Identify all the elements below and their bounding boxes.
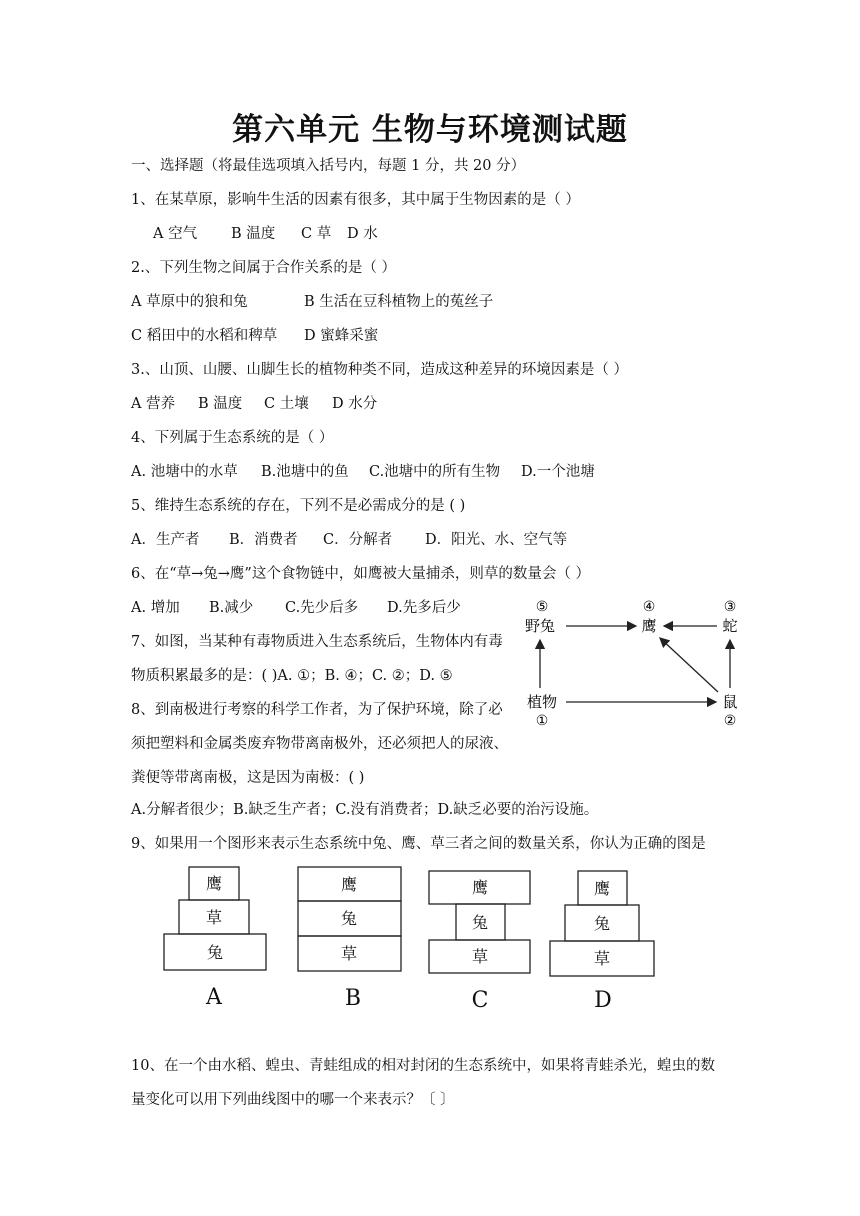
q3-option-c: C 土壤: [264, 396, 309, 412]
q2-option-d: D 蜜蜂采蜜: [304, 328, 379, 344]
q8-line4: A.分解者很少；B.缺乏生产者；C.没有消费者；D.缺乏必要的治污设施。: [131, 802, 599, 818]
pyramid-a-bottom-label: 兔: [206, 943, 224, 962]
pyramid-c-top-label: 鹰: [471, 878, 489, 897]
q4-options: [131, 462, 595, 482]
q5-option-c: C．分解者: [323, 532, 393, 548]
pyramid-d-top-label: 鹰: [593, 879, 611, 898]
q7-line1: 7、如图，当某种有毒物质进入生态系统后，生物体内有毒: [131, 634, 503, 650]
q6-option-c: C.先少后多: [285, 600, 359, 616]
q4-option-b: B.池塘中的鱼: [261, 464, 349, 480]
node-number-plant: ①: [535, 713, 549, 729]
node-eagle: 鹰: [641, 617, 657, 635]
node-snake: 蛇: [722, 617, 738, 635]
q8-line1: 8、到南极进行考察的科学工作者，为了保护环境，除了必: [131, 702, 503, 718]
pyramid-b-middle-label: 兔: [340, 909, 358, 928]
node-wild-rabbit: 野兔: [524, 617, 556, 635]
q6-options: [131, 598, 461, 618]
node-mouse: 鼠: [722, 693, 738, 711]
q10-line1: 10、在一个由水稻、蝗虫、青蛙组成的相对封闭的生态系统中，如果将青蛙杀光，蝗虫的数: [131, 1058, 715, 1074]
q7-line2: 物质积累最多的是：( )A. ①；B. ④；C. ②；D. ⑤: [131, 668, 453, 684]
section-heading: 一、选择题（将最佳选项填入括号内，每题 1 分，共 20 分）: [131, 158, 526, 174]
q1-options: [153, 224, 378, 244]
q1-option-c: C 草: [301, 226, 332, 242]
q3-option-a: A 营养: [131, 396, 176, 412]
q5-option-d: D．阳光、水、空气等: [425, 532, 568, 548]
q6-option-b: B.减少: [209, 600, 254, 616]
q4-option-a: A. 池塘中的水草: [131, 464, 238, 480]
food-web-diagram: [500, 592, 760, 738]
node-number-mouse: ②: [723, 713, 737, 729]
q1-text: 1、在某草原，影响牛生活的因素有很多，其中属于生物因素的是（ ）: [131, 192, 580, 208]
q8-line3: 粪便等带离南极，这是因为南极：( ): [131, 770, 365, 786]
pyramid-c-letter: C: [471, 988, 489, 1012]
q6-option-d: D.先多后少: [387, 600, 461, 616]
arrow-mouse-to-eagle: [660, 638, 718, 692]
pyramid-c-middle-label: 兔: [471, 913, 489, 932]
node-number-wild-rabbit: ⑤: [535, 599, 549, 615]
q10-line2: 量变化可以用下列曲线图中的哪一个来表示？〔 〕: [131, 1092, 455, 1108]
q2-text: 2.、下列生物之间属于合作关系的是（ ）: [131, 260, 396, 276]
q6-text: 6、在“草→兔→鹰”这个食物链中，如鹰被大量捕杀，则草的数量会（ ）: [131, 566, 590, 582]
pyramid-diagrams: [150, 862, 670, 1012]
page-title: 第六单元 生物与环境测试题: [232, 112, 628, 148]
q4-option-d: D.一个池塘: [521, 464, 595, 480]
q1-option-d: D 水: [347, 226, 378, 242]
q5-options: [131, 530, 567, 550]
q2-option-a: A 草原中的狼和兔: [131, 294, 248, 310]
q3-option-b: B 温度: [198, 396, 243, 412]
q6-option-a: A. 增加: [131, 600, 180, 616]
q4-text: 4、下列属于生态系统的是（ ）: [131, 430, 334, 446]
node-number-snake: ③: [723, 599, 737, 615]
node-number-eagle: ④: [642, 599, 656, 615]
pyramid-a-middle-label: 草: [205, 908, 223, 927]
q5-text: 5、维持生态系统的存在，下列不是必需成分的是 ( ): [131, 498, 466, 514]
pyramid-b-bottom-label: 草: [340, 944, 358, 963]
q3-options: [131, 394, 377, 414]
pyramid-d-middle-label: 兔: [593, 914, 611, 933]
q5-option-b: B．消费者: [229, 532, 298, 548]
pyramid-d-letter: D: [594, 988, 612, 1012]
q8-line2: 须把塑料和金属类废弃物带离南极外，还必须把人的尿液、: [131, 736, 508, 752]
q2-option-c: C 稻田中的水稻和稗草: [131, 328, 278, 344]
q9-text: 9、如果用一个图形来表示生态系统中兔、鹰、草三者之间的数量关系，你认为正确的图是: [131, 836, 706, 852]
q3-text: 3.、山顶、山腰、山脚生长的植物种类不同，造成这种差异的环境因素是（ ）: [131, 362, 628, 378]
pyramid-d-bottom-label: 草: [593, 949, 611, 968]
node-plant: 植物: [526, 693, 558, 711]
pyramid-c-bottom-label: 草: [471, 947, 489, 966]
pyramid-b-top-label: 鹰: [340, 875, 358, 894]
pyramid-b-letter: B: [344, 986, 362, 1011]
q3-option-d: D 水分: [332, 396, 378, 412]
q2-options-cd: [131, 326, 378, 346]
q2-option-b: B 生活在豆科植物上的菟丝子: [304, 294, 494, 310]
q4-option-c: C.池塘中的所有生物: [369, 464, 501, 480]
q1-option-a: A 空气: [153, 226, 198, 242]
pyramid-a-top-label: 鹰: [205, 874, 223, 893]
q1-option-b: B 温度: [231, 226, 276, 242]
q5-option-a: A．生产者: [131, 532, 200, 548]
q2-options-ab: [131, 292, 493, 312]
pyramid-a-letter: A: [206, 985, 222, 1010]
